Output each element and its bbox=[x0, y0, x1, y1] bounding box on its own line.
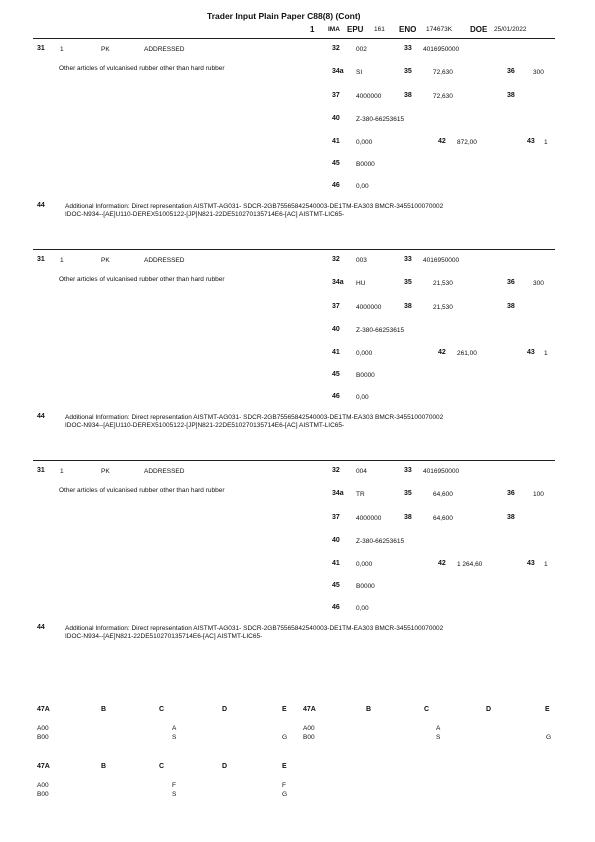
item-number: 002 bbox=[356, 46, 367, 53]
tax-row-type: B00 bbox=[37, 791, 49, 798]
page-title: Trader Input Plain Paper C88(8) (Cont) bbox=[207, 11, 361, 21]
box44-label: 44 bbox=[37, 624, 45, 631]
tax-row-mop: G bbox=[282, 791, 288, 798]
box43-label: 43 bbox=[527, 560, 535, 567]
item-block-2 bbox=[0, 211, 595, 429]
tax-col-e: E bbox=[282, 706, 287, 713]
box35-label: 35 bbox=[404, 68, 412, 75]
tax-block-1 bbox=[0, 706, 300, 746]
box38-label: 38 bbox=[404, 514, 412, 521]
tax-col-d: D bbox=[486, 706, 492, 713]
eno-value: 174673K bbox=[426, 26, 453, 33]
tax-block-label: 47A bbox=[303, 706, 316, 713]
supplementary-units: 0,000 bbox=[356, 561, 373, 568]
ima-label: IMA bbox=[328, 26, 340, 33]
additional-info-line-2: IDOC-N934--[AE]N821-22DE510270135714E6-[AC] AISTMT-LIC65- bbox=[65, 633, 263, 640]
tax-block-label: 47A bbox=[37, 763, 50, 770]
cpc-code: 4000000 bbox=[356, 515, 382, 522]
box32-label: 32 bbox=[332, 467, 340, 474]
box42-label: 42 bbox=[438, 560, 446, 567]
tax-row-rate: F bbox=[172, 782, 176, 789]
origin-country: SI bbox=[356, 69, 363, 76]
box36-label: 36 bbox=[507, 68, 515, 75]
previous-document: Z-380-66253615 bbox=[356, 116, 405, 123]
gross-mass: 21,530 bbox=[433, 280, 453, 287]
tax-row-rate: S bbox=[436, 734, 441, 741]
box40-label: 40 bbox=[332, 326, 340, 333]
supplementary-units: 0,000 bbox=[356, 139, 373, 146]
gross-mass: 72,630 bbox=[433, 69, 453, 76]
box45-label: 45 bbox=[332, 371, 340, 378]
box35-label: 35 bbox=[404, 279, 412, 286]
box46-label: 46 bbox=[332, 393, 340, 400]
item-block-3 bbox=[0, 422, 595, 640]
adjustment-code: B0000 bbox=[356, 583, 375, 590]
box41-label: 41 bbox=[332, 349, 340, 356]
statistical-value: 0,00 bbox=[356, 394, 369, 401]
additional-info-line-1: Additional Information: Direct representation AISTMT-AG031- SDCR-2GB75565842540003-DE1TM-EA303 BMCR-3455100070002 bbox=[65, 414, 444, 421]
box46-label: 46 bbox=[332, 604, 340, 611]
package-kind: PK bbox=[101, 257, 110, 264]
box40-label: 40 bbox=[332, 115, 340, 122]
tax-row-type: A00 bbox=[303, 725, 315, 732]
tax-row-type: A00 bbox=[37, 725, 49, 732]
tax-col-b: B bbox=[101, 706, 107, 713]
box37-label: 37 bbox=[332, 514, 340, 521]
tax-block-label: 47A bbox=[37, 706, 50, 713]
tax-row-type: A00 bbox=[37, 782, 49, 789]
net-mass: 21,530 bbox=[433, 304, 453, 311]
valuation-method: 1 bbox=[544, 139, 548, 146]
box34-label: 34a bbox=[332, 279, 344, 286]
doe-label: DOE bbox=[470, 25, 488, 34]
box44-label: 44 bbox=[37, 413, 45, 420]
box33-label: 33 bbox=[404, 256, 412, 263]
epu-label: EPU bbox=[347, 25, 364, 34]
box38b-label: 38 bbox=[507, 92, 515, 99]
box31-label: 31 bbox=[37, 256, 45, 263]
packages-count: 1 bbox=[60, 468, 64, 475]
tax-row-type: B00 bbox=[303, 734, 315, 741]
goods-description: Other articles of vulcanised rubber other than hard rubber bbox=[59, 276, 225, 283]
box46-label: 46 bbox=[332, 182, 340, 189]
box34-label: 34a bbox=[332, 68, 344, 75]
tax-row-mop: G bbox=[282, 734, 288, 741]
preference-code: 300 bbox=[533, 280, 544, 287]
eno-label: ENO bbox=[399, 25, 417, 34]
box34-label: 34a bbox=[332, 490, 344, 497]
net-mass: 72,630 bbox=[433, 93, 453, 100]
tax-col-e: E bbox=[545, 706, 550, 713]
package-kind: PK bbox=[101, 468, 110, 475]
goods-description: Other articles of vulcanised rubber other than hard rubber bbox=[59, 487, 225, 494]
box44-label: 44 bbox=[37, 202, 45, 209]
commodity-code: 4016950000 bbox=[423, 257, 460, 264]
item-number: 003 bbox=[356, 257, 367, 264]
box43-label: 43 bbox=[527, 349, 535, 356]
item-price: 261,00 bbox=[457, 350, 477, 357]
box38-label: 38 bbox=[404, 303, 412, 310]
preference-code: 300 bbox=[533, 69, 544, 76]
box38b-label: 38 bbox=[507, 303, 515, 310]
item-price: 872,00 bbox=[457, 139, 477, 146]
valuation-method: 1 bbox=[544, 350, 548, 357]
statistical-value: 0,00 bbox=[356, 605, 369, 612]
tax-block-2 bbox=[300, 706, 565, 746]
box43-label: 43 bbox=[527, 138, 535, 145]
net-mass: 64,600 bbox=[433, 515, 453, 522]
packages-count: 1 bbox=[60, 257, 64, 264]
box42-label: 42 bbox=[438, 138, 446, 145]
box40-label: 40 bbox=[332, 537, 340, 544]
box37-label: 37 bbox=[332, 303, 340, 310]
doe-value: 25/01/2022 bbox=[494, 26, 527, 33]
tax-col-e: E bbox=[282, 763, 287, 770]
box41-label: 41 bbox=[332, 138, 340, 145]
tax-col-c: C bbox=[424, 706, 430, 713]
box41-label: 41 bbox=[332, 560, 340, 567]
tax-row-rate: A bbox=[436, 725, 441, 732]
adjustment-code: B0000 bbox=[356, 372, 375, 379]
box38b-label: 38 bbox=[507, 514, 515, 521]
package-kind: PK bbox=[101, 46, 110, 53]
tax-col-d: D bbox=[222, 706, 228, 713]
additional-info-line-2: IDOC-N934--[AE]U110-DEREX51005122-[JP]N821-22DE510270135714E6-[AC] AISTMT-LIC65- bbox=[65, 422, 345, 429]
box37-label: 37 bbox=[332, 92, 340, 99]
preference-code: 100 bbox=[533, 491, 544, 498]
tax-block-3 bbox=[0, 763, 300, 803]
cpc-code: 4000000 bbox=[356, 304, 382, 311]
package-marks: ADDRESSED bbox=[144, 257, 185, 264]
box31-label: 31 bbox=[37, 467, 45, 474]
commodity-code: 4016950000 bbox=[423, 468, 460, 475]
page-number: 1 bbox=[310, 25, 315, 34]
box42-label: 42 bbox=[438, 349, 446, 356]
statistical-value: 0,00 bbox=[356, 183, 369, 190]
commodity-code: 4016950000 bbox=[423, 46, 460, 53]
tax-row-mop: G bbox=[546, 734, 552, 741]
box33-label: 33 bbox=[404, 45, 412, 52]
box36-label: 36 bbox=[507, 279, 515, 286]
additional-info-line-1: Additional Information: Direct representation AISTMT-AG031- SDCR-2GB75565842540003-DE1TM-EA303 BMCR-3455100070002 bbox=[65, 625, 444, 632]
tax-row-type: B00 bbox=[37, 734, 49, 741]
box32-label: 32 bbox=[332, 45, 340, 52]
tax-row-rate: S bbox=[172, 734, 177, 741]
box31-label: 31 bbox=[37, 45, 45, 52]
previous-document: Z-380-66253615 bbox=[356, 327, 405, 334]
tax-row-mop: F bbox=[282, 782, 286, 789]
package-marks: ADDRESSED bbox=[144, 46, 185, 53]
previous-document: Z-380-66253615 bbox=[356, 538, 405, 545]
item-price: 1 264,60 bbox=[457, 561, 483, 568]
additional-info-line-2: IDOC-N934--[AE]U110-DEREX51005122-[JP]N821-22DE510270135714E6-[AC] AISTMT-LIC65- bbox=[65, 211, 345, 218]
box45-label: 45 bbox=[332, 160, 340, 167]
goods-description: Other articles of vulcanised rubber other than hard rubber bbox=[59, 65, 225, 72]
valuation-method: 1 bbox=[544, 561, 548, 568]
tax-col-b: B bbox=[101, 763, 107, 770]
tax-col-b: B bbox=[366, 706, 372, 713]
gross-mass: 64,600 bbox=[433, 491, 453, 498]
tax-row-rate: S bbox=[172, 791, 177, 798]
tax-row-rate: A bbox=[172, 725, 177, 732]
cpc-code: 4000000 bbox=[356, 93, 382, 100]
box45-label: 45 bbox=[332, 582, 340, 589]
box35-label: 35 bbox=[404, 490, 412, 497]
item-number: 004 bbox=[356, 468, 367, 475]
box38-label: 38 bbox=[404, 92, 412, 99]
package-marks: ADDRESSED bbox=[144, 468, 185, 475]
supplementary-units: 0,000 bbox=[356, 350, 373, 357]
epu-value: 161 bbox=[374, 26, 385, 33]
tax-col-c: C bbox=[159, 706, 165, 713]
origin-country: HU bbox=[356, 280, 366, 287]
box32-label: 32 bbox=[332, 256, 340, 263]
tax-col-c: C bbox=[159, 763, 165, 770]
item-block-1 bbox=[0, 0, 595, 218]
additional-info-line-1: Additional Information: Direct representation AISTMT-AG031- SDCR-2GB75565842540003-DE1TM-EA303 BMCR-3455100070002 bbox=[65, 203, 444, 210]
box33-label: 33 bbox=[404, 467, 412, 474]
box36-label: 36 bbox=[507, 490, 515, 497]
adjustment-code: B0000 bbox=[356, 161, 375, 168]
origin-country: TR bbox=[356, 491, 365, 498]
packages-count: 1 bbox=[60, 46, 64, 53]
tax-col-d: D bbox=[222, 763, 228, 770]
